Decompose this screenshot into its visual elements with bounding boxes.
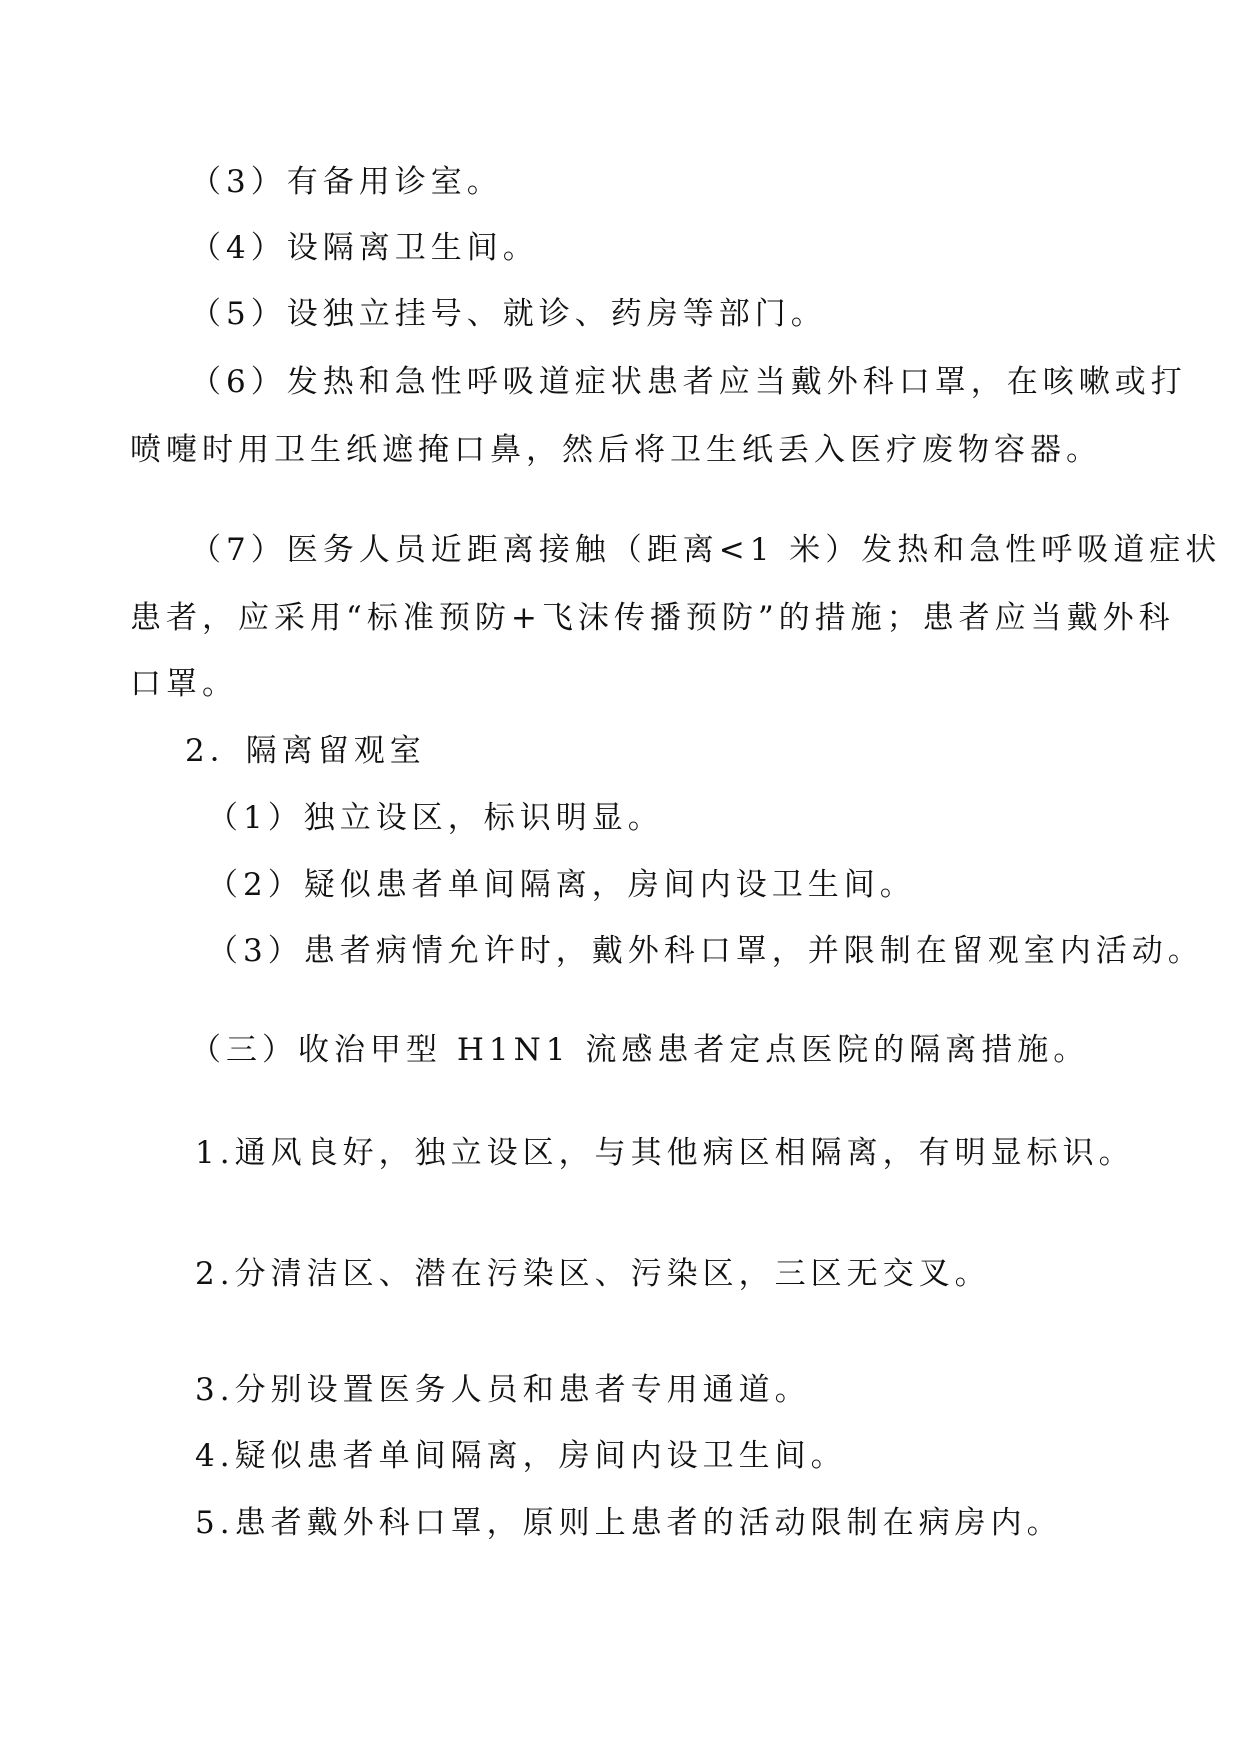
hospital-item-4: 4.疑似患者单间隔离，房间内设卫生间。: [195, 1438, 847, 1474]
section-three-heading: （三）收治甲型 H1N1 流感患者定点医院的隔离措施。: [190, 1032, 1090, 1068]
observation-item-3: （3）患者病情允许时，戴外科口罩，并限制在留观室内活动。: [207, 933, 1204, 969]
hospital-item-3: 3.分别设置医务人员和患者专用通道。: [195, 1372, 811, 1408]
hospital-item-1: 1.通风良好，独立设区，与其他病区相隔离，有明显标识。: [195, 1135, 1135, 1171]
observation-item-1: （1）独立设区，标识明显。: [207, 800, 664, 836]
item-5-independent-departments: （5）设独立挂号、就诊、药房等部门。: [190, 296, 827, 332]
item-7-line-2: 患者，应采用“标准预防+飞沫传播预防”的措施；患者应当戴外科: [130, 600, 1175, 636]
observation-item-2: （2）疑似患者单间隔离，房间内设卫生间。: [207, 867, 916, 903]
section-2-heading: 2．隔离留观室: [185, 733, 426, 769]
hospital-item-5: 5.患者戴外科口罩，原则上患者的活动限制在病房内。: [195, 1505, 1063, 1541]
item-3-backup-room: （3）有备用诊室。: [190, 164, 503, 200]
item-4-isolation-toilet: （4）设隔离卫生间。: [190, 230, 539, 266]
item-6-line-2: 喷嚏时用卫生纸遮掩口鼻，然后将卫生纸丢入医疗废物容器。: [130, 432, 1102, 468]
item-7-line-1: （7）医务人员近距离接触（距离<1 米）发热和急性呼吸道症状: [190, 532, 1222, 568]
item-6-line-1: （6）发热和急性呼吸道症状患者应当戴外科口罩，在咳嗽或打: [190, 364, 1187, 400]
hospital-item-2: 2.分清洁区、潜在污染区、污染区，三区无交叉。: [195, 1256, 991, 1292]
item-7-line-3: 口罩。: [130, 666, 238, 702]
